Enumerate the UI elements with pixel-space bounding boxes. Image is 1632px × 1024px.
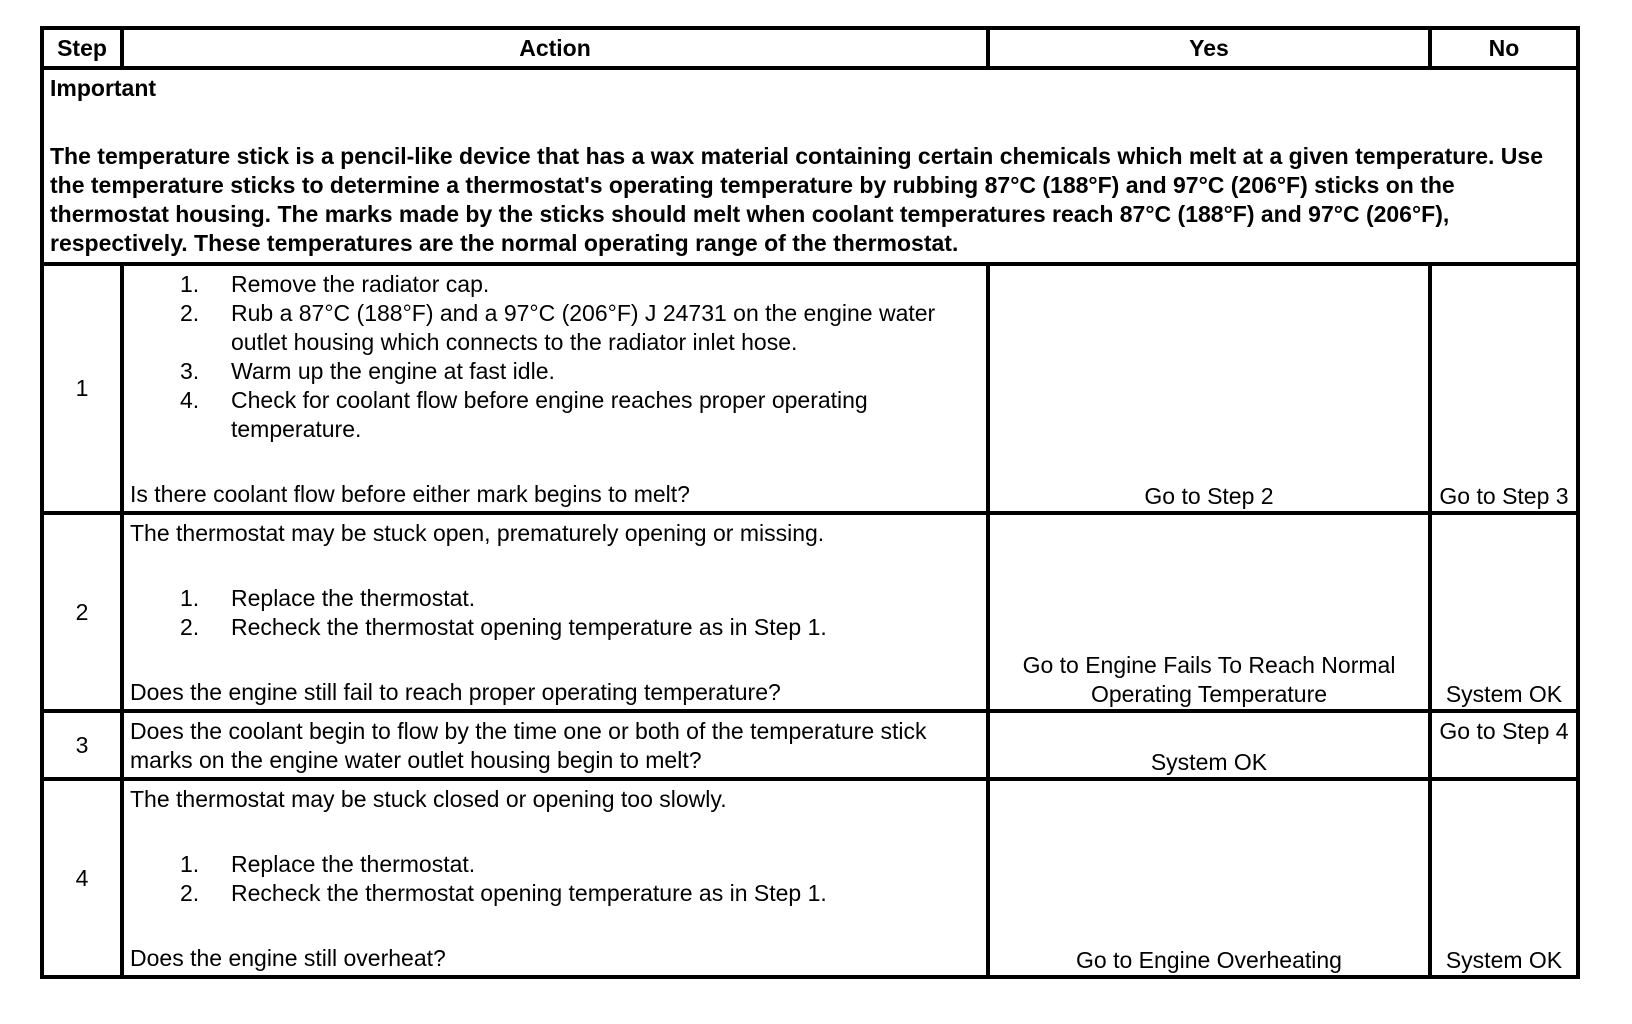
list-item [130,879,980,908]
no-cell: System OK [1430,779,1578,977]
step-number: 3 [42,711,122,779]
important-body: The temperature stick is a pencil-like device that has a wax material containing certain chemicals which melt at a given temperature. Use the temperature sticks to determine a thermostat's operating temperature by rubbing 87°C (188°F) and 97°C (206°F) sticks on the thermostat housing. The marks made by the sticks should melt when coolant temperatures reach 87°C (188°F) and 97°C (206°F), respectively. These temperatures are the normal operating range of the thermostat. [50,143,1544,256]
action-question: Does the coolant begin to flow by the time one or both of the temperature stick marks on the engine water outlet housing begin to melt? [130,718,927,773]
list-item-text: Warm up the engine at fast idle. [231,358,555,384]
action-intro: The thermostat may be stuck closed or opening too slowly. [130,786,727,812]
header-yes: Yes [988,28,1430,68]
yes-cell: System OK [988,711,1430,779]
action-list [130,270,980,444]
no-cell: Go to Step 4 [1430,711,1578,779]
important-row [42,68,1578,264]
yes-cell: Go to Step 2 [988,264,1430,513]
action-question: Does the engine still fail to reach proper operating temperature? [130,679,781,705]
yes-cell: Go to Engine Overheating [988,779,1430,977]
list-item-text: Recheck the thermostat opening temperature as in Step 1. [231,880,827,906]
list-item-text: Recheck the thermostat opening temperature as in Step 1. [231,614,827,640]
list-item-number: 2. [180,300,200,326]
header-no: No [1430,28,1578,68]
list-item-number: 2. [180,614,200,640]
header-step: Step [42,28,122,68]
step-row-2 [42,513,1578,711]
no-cell: System OK [1430,513,1578,711]
important-note [42,68,1578,264]
list-item-number: 1. [180,271,200,297]
header-action: Action [122,28,988,68]
no-cell: Go to Step 3 [1430,264,1578,513]
step-row-1 [42,264,1578,513]
action-intro: The thermostat may be stuck open, prematurely opening or missing. [130,520,825,546]
important-title: Important [50,75,157,101]
list-item [130,850,980,879]
list-item [130,613,980,642]
list-item-text: Remove the radiator cap. [231,271,490,297]
list-item [130,357,980,386]
header-row [42,28,1578,68]
list-item [130,386,980,444]
diagnostic-table [40,26,1580,979]
list-item-number: 3. [180,358,200,384]
step-number: 4 [42,779,122,977]
step-row-3 [42,711,1578,779]
list-item-text: Replace the thermostat. [231,851,476,877]
action-question: Is there coolant flow before either mark begins to melt? [130,481,690,507]
list-item [130,584,980,613]
step-number: 1 [42,264,122,513]
action-cell [122,779,988,977]
list-item-number: 1. [180,851,200,877]
step-number: 2 [42,513,122,711]
action-cell [122,264,988,513]
list-item-text: Check for coolant flow before engine reaches proper operating temperature. [231,387,868,442]
action-question: Does the engine still overheat? [130,945,446,971]
list-item [130,270,980,299]
yes-cell: Go to Engine Fails To Reach Normal Operating Temperature [988,513,1430,711]
action-cell [122,711,988,779]
step-row-4 [42,779,1578,977]
list-item-text: Replace the thermostat. [231,585,476,611]
list-item-text: Rub a 87°C (188°F) and a 97°C (206°F) J 24731 on the engine water outlet housing which connects to the radiator inlet hose. [231,300,936,355]
list-item-number: 2. [180,880,200,906]
action-cell [122,513,988,711]
list-item [130,299,980,357]
action-list [130,850,980,908]
list-item-number: 4. [180,387,200,413]
action-list [130,584,980,642]
list-item-number: 1. [180,585,200,611]
